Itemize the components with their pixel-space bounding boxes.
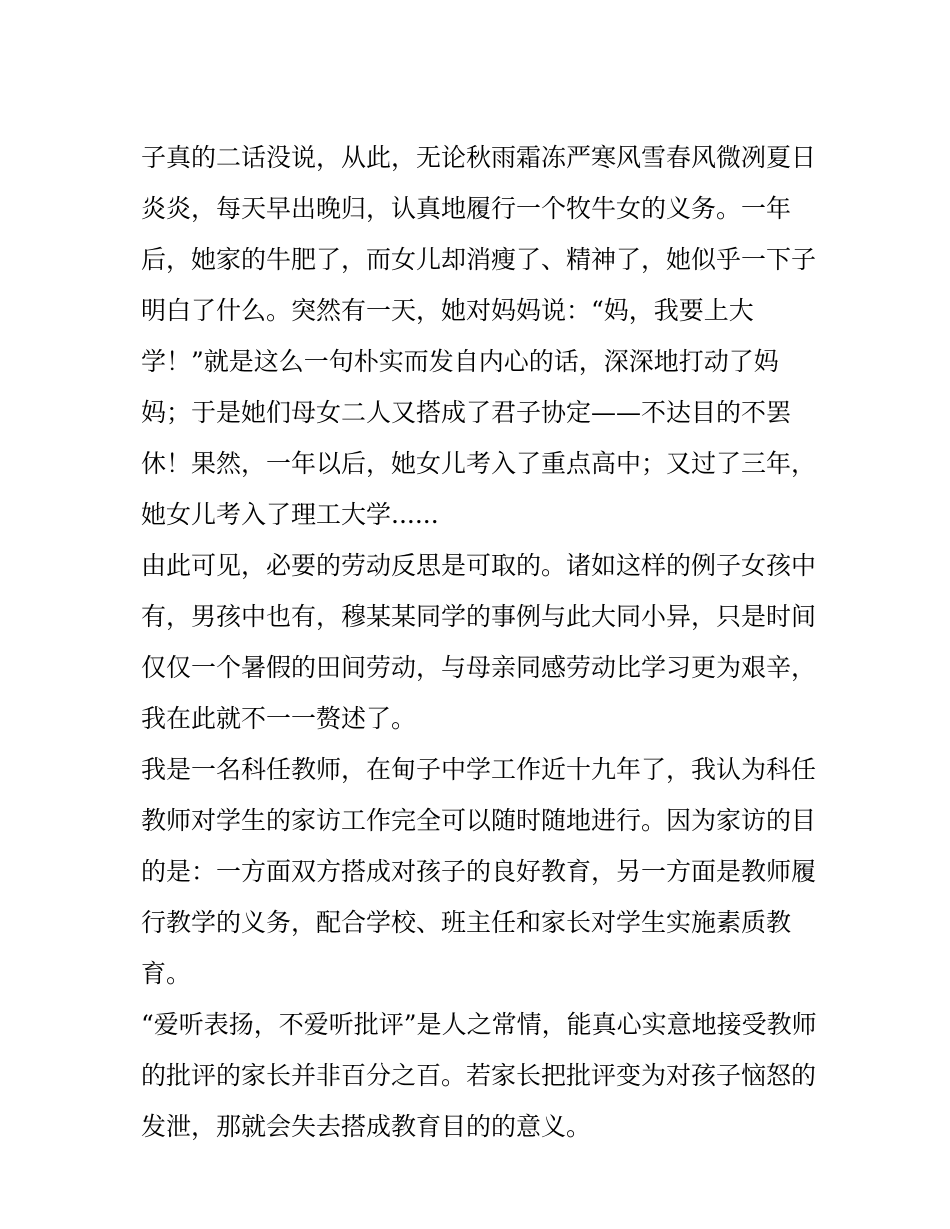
text-line: 行教学的义务，配合学校、班主任和家长对学生实施素质教	[141, 908, 792, 937]
text-line: 她女儿考入了理工大学......	[141, 500, 439, 529]
text-line: 有，男孩中也有，穆某某同学的事例与此大同小异，只是时间	[141, 602, 817, 631]
text-line: 育。	[141, 959, 192, 988]
text-line: 由此可见，必要的劳动反思是可取的。诸如这样的例子女孩中	[141, 551, 817, 580]
document-body	[141, 132, 821, 1152]
text-line: 明白了什么。突然有一天，她对妈妈说：“妈，我要上大	[141, 296, 754, 325]
text-line: 子真的二话没说，从此，无论秋雨霜冻严寒风雪春风微冽夏日	[141, 143, 817, 172]
text-line: 的批评的家长并非百分之百。若家长把批评变为对孩子恼怒的	[141, 1061, 817, 1090]
text-line: 后，她家的牛肥了，而女儿却消瘦了、精神了，她似乎一下子	[141, 245, 817, 274]
text-line: 我在此就不一一赘述了。	[141, 704, 417, 733]
text-line: “爱听表扬，不爱听批评”是人之常情，能真心实意地接受教师	[141, 1010, 817, 1039]
text-line: 教师对学生的家访工作完全可以随时随地进行。因为家访的目	[141, 806, 817, 835]
text-line: 的是：一方面双方搭成对孩子的良好教育，另一方面是教师履	[141, 857, 817, 886]
text-line: 休！果然，一年以后，她女儿考入了重点高中；又过了三年，	[141, 449, 817, 478]
text-line: 炎炎，每天早出晚归，认真地履行一个牧牛女的义务。一年	[141, 194, 792, 223]
text-line: 学！”就是这么一句朴实而发自内心的话，深深地打动了妈	[141, 347, 779, 376]
text-line: 发泄，那就会失去搭成教育目的的意义。	[141, 1112, 592, 1141]
text-line: 仅仅一个暑假的田间劳动，与母亲同感劳动比学习更为艰辛，	[141, 653, 817, 682]
text-line: 妈；于是她们母女二人又搭成了君子协定——不达目的不罢	[141, 398, 792, 427]
text-line: 我是一名科任教师，在甸子中学工作近十九年了，我认为科任	[141, 755, 817, 784]
